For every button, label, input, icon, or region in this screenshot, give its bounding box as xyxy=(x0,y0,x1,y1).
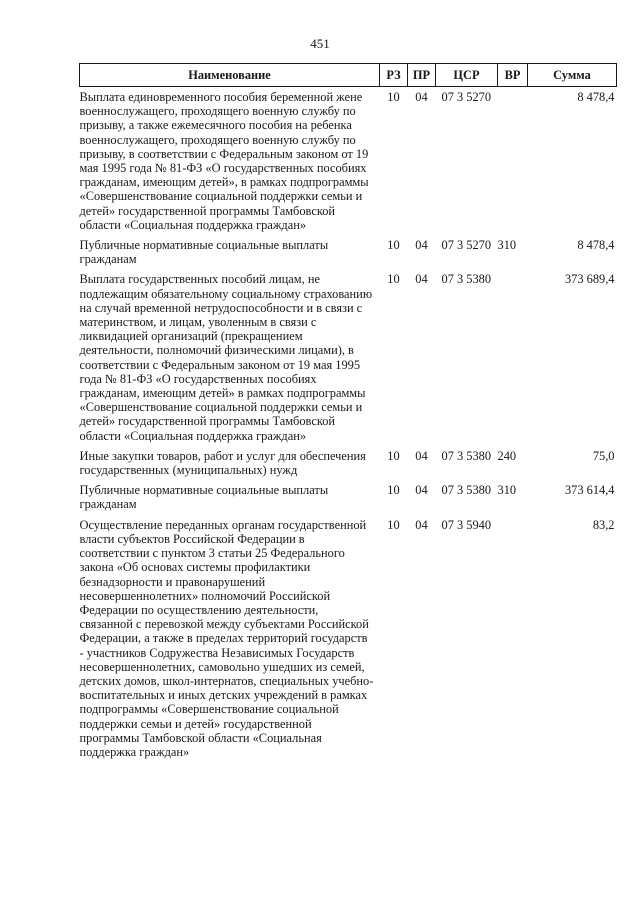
table-row xyxy=(80,518,617,759)
row-vr xyxy=(498,272,528,442)
table-header-row xyxy=(80,64,617,87)
row-vr xyxy=(498,87,528,233)
row-csr: 07 3 5270 xyxy=(441,90,492,104)
row-rz: 10 xyxy=(387,483,400,498)
header-csr: ЦСР xyxy=(436,64,498,87)
row-pr: 04 xyxy=(415,448,428,463)
budget-table xyxy=(79,63,617,759)
row-vr: 240 xyxy=(497,448,517,463)
row-rz: 10 xyxy=(387,517,400,532)
table-row xyxy=(80,483,617,511)
row-name: Выплата единовременного пособия беременной жене военнослужащего, проходящего военную службу по призыву, а также ежемесячного пособия на ребенка военнослужащего, проходящего военную службу по призыву, в соответствии с Федеральным законом от 19 мая 1995 года № 81-ФЗ «О государственных пособиях гражданам, имеющим детей», в рамках подпрограммы «Совершенствование социальной поддержки семьи и детей» государственной программы Тамбовской области «Социальная поддержка граждан» xyxy=(79,90,369,232)
row-sum: 373 614,4 xyxy=(564,483,615,498)
row-rz: 10 xyxy=(387,448,400,463)
row-name: Осуществление переданных органам государственной власти субъектов Российской Федерации в соответствии с пунктом 3 статьи 25 Федерального закона «Об основах системы профилактики безнадзорности и правонарушений несовершеннолетних» полномочий Российской Федерации по осуществлению деятельности, связанной с перевозкой между субъектами Российской Федерации, а также в пределах территорий государств - участников Содружества Независимых Государств несовершеннолетних, самовольно ушедших из семей, детских домов, школ-интернатов, специальных учебно-воспитательных и иных детских учреждений в рамках подпрограммы «Совершенствование социальной поддержки семьи и детей» государственной программы Тамбовской области «Социальная поддержка граждан» xyxy=(79,517,374,759)
row-rz: 10 xyxy=(387,90,400,104)
row-name: Иные закупки товаров, работ и услуг для обеспечения государственных (муниципальных) нужд xyxy=(79,448,366,478)
row-sum: 8 478,4 xyxy=(577,90,615,104)
row-rz: 10 xyxy=(387,238,400,253)
row-csr: 07 3 5380 xyxy=(441,483,492,498)
row-rz: 10 xyxy=(387,272,400,287)
row-sum: 8 478,4 xyxy=(577,238,615,253)
row-csr: 07 3 5940 xyxy=(441,517,492,532)
row-sum: 75,0 xyxy=(592,448,615,463)
header-name: Наименование xyxy=(80,64,380,87)
header-pr: ПР xyxy=(408,64,436,87)
row-name: Выплата государственных пособий лицам, не подлежащим обязательному социальному страхованию на случай временной нетрудоспособности и в связи с материнством, и лицам, уволенным в связи с ликвидацией организаций (прекращением деятельности, полномочий физическими лицами), в соответствии с Федеральным законом от 19 мая 1995 года № 81-ФЗ «О государственных пособиях гражданам, имеющим детей» в рамках подпрограммы «Совершенствование социальной поддержки семьи и детей» государственной программы Тамбовской области «Социальная поддержка граждан» xyxy=(79,272,373,443)
header-sum: Сумма xyxy=(528,64,617,87)
row-pr: 04 xyxy=(415,238,428,253)
table-row xyxy=(80,87,617,233)
row-vr: 310 xyxy=(497,483,517,498)
row-name: Публичные нормативные социальные выплаты гражданам xyxy=(79,483,329,512)
table-row xyxy=(80,272,617,442)
row-pr: 04 xyxy=(415,483,428,498)
row-csr: 07 3 5270 xyxy=(441,238,492,253)
row-csr: 07 3 5380 xyxy=(441,448,492,463)
table-row xyxy=(80,449,617,477)
row-name: Публичные нормативные социальные выплаты гражданам xyxy=(79,238,329,267)
row-pr: 04 xyxy=(415,272,428,287)
row-vr xyxy=(498,518,528,759)
row-vr: 310 xyxy=(497,238,517,253)
row-pr: 04 xyxy=(415,517,428,532)
page-number: 451 xyxy=(310,36,330,51)
row-sum: 373 689,4 xyxy=(564,272,615,287)
row-csr: 07 3 5380 xyxy=(441,272,492,287)
row-sum: 83,2 xyxy=(592,517,615,532)
header-vr: ВР xyxy=(498,64,528,87)
row-pr: 04 xyxy=(415,90,428,104)
header-rz: РЗ xyxy=(380,64,408,87)
table-row xyxy=(80,238,617,266)
